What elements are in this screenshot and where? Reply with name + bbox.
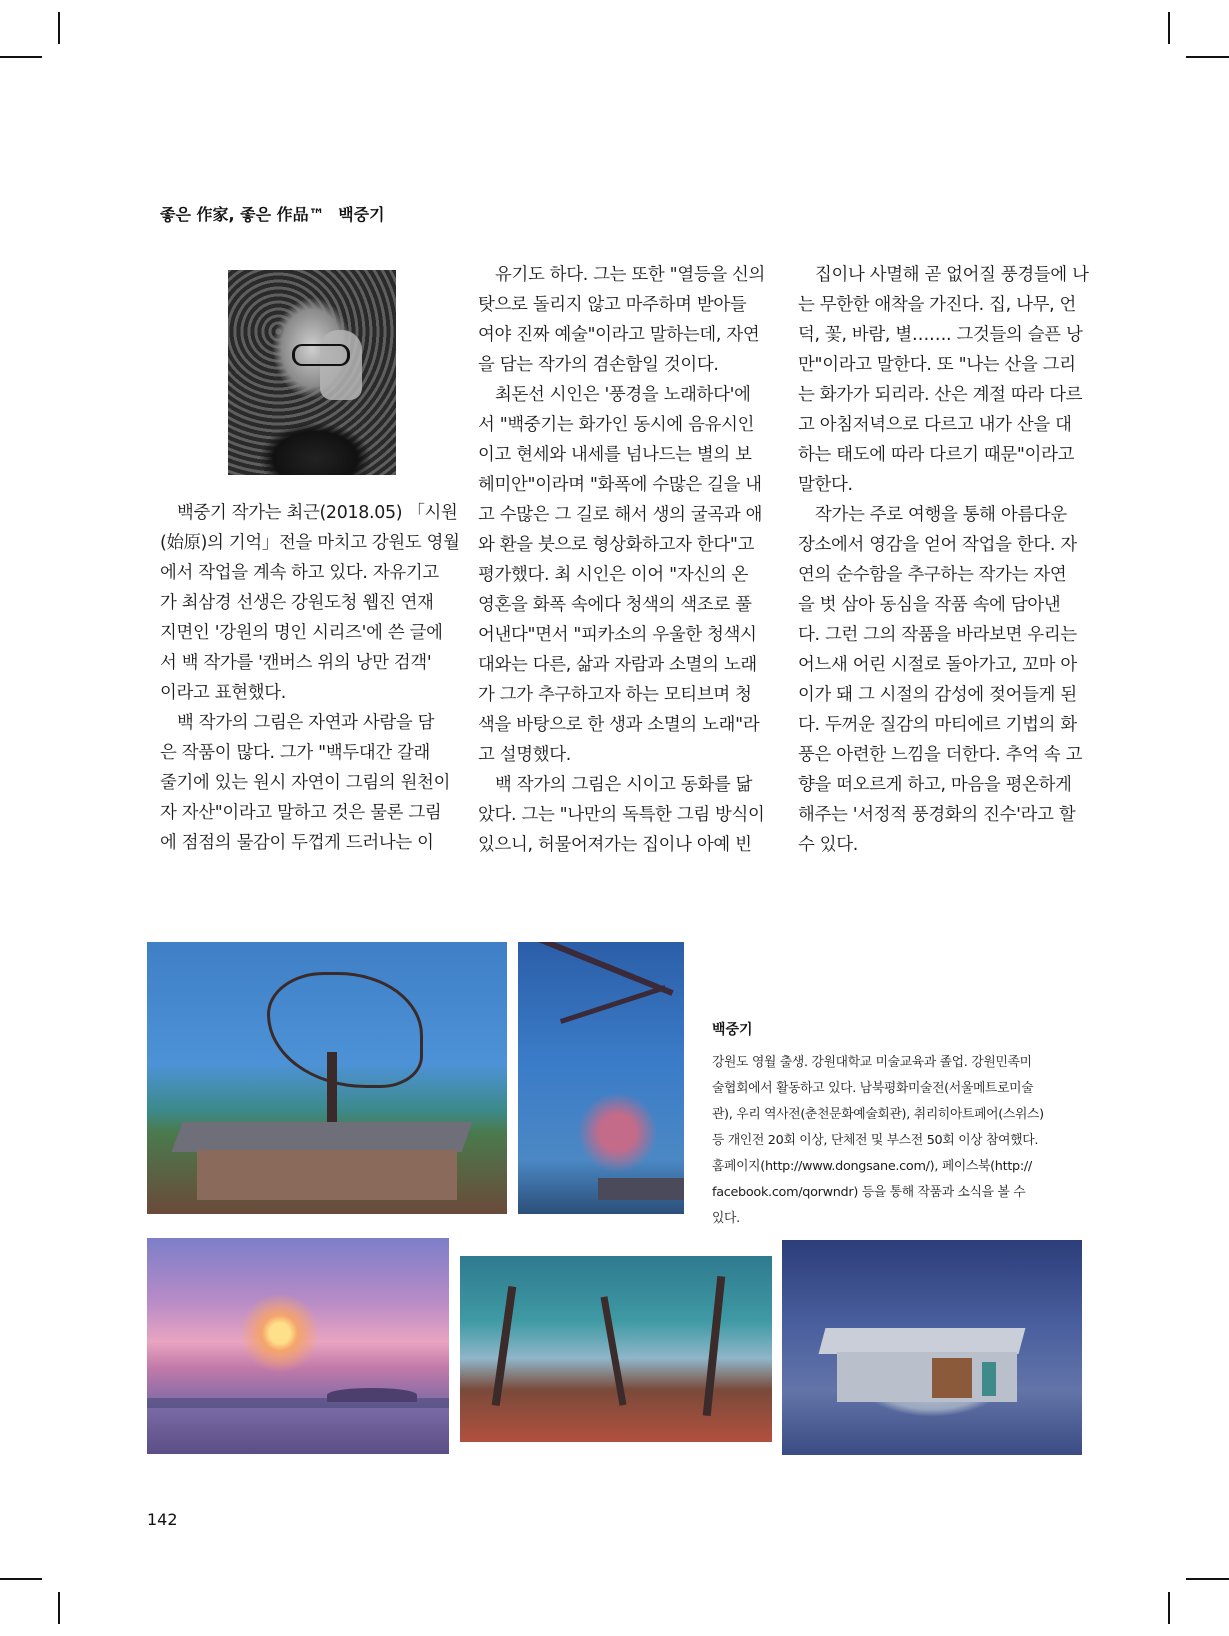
text-line: 이라고 표현했다. — [160, 683, 286, 703]
painting-blossom-branch — [518, 942, 684, 1214]
text-line: 향을 떠오르게 하고, 마음을 평온하게 — [798, 775, 1072, 795]
text-line: 장소에서 영감을 얻어 작업을 한다. 자 — [798, 535, 1077, 555]
text-line: 서 백 작가를 '캔버스 위의 낭만 검객' — [160, 653, 432, 673]
text-line: 자 자산"이라고 말하고 것은 물론 그림 — [160, 803, 442, 823]
text-line: 있으니, 허물어져가는 집이나 아예 빈 — [478, 835, 752, 855]
artist-portrait — [228, 270, 396, 475]
artist-name-header: 백중기 — [338, 205, 385, 224]
text-line: 탓으로 돌리지 않고 마주하며 받아들 — [478, 295, 747, 315]
crop-mark — [1168, 1592, 1170, 1624]
text-line: 말한다. — [798, 475, 853, 495]
text-line: 에서 작업을 계속 하고 있다. 자유기고 — [160, 563, 439, 583]
text-line: 았다. 그는 "나만의 독특한 그림 방식이 — [478, 805, 765, 825]
text-line: 평가했다. 최 시인은 이어 "자신의 온 — [478, 565, 749, 585]
text-line: 만"이라고 말한다. 또 "나는 산을 그리 — [798, 355, 1076, 375]
text-line: 줄기에 있는 원시 자연이 그림의 원천이 — [160, 773, 451, 793]
text-line: 영혼을 화폭 속에다 청색의 색조로 풀 — [478, 595, 752, 615]
crop-mark — [58, 12, 60, 44]
text-line: 유기도 하다. 그는 또한 "열등을 신의 — [495, 265, 766, 285]
paragraph — [160, 708, 452, 858]
text-line: 지면인 '강원의 명인 시리즈'에 쓴 글에 — [160, 623, 443, 643]
crop-mark — [1186, 56, 1229, 58]
crop-mark — [0, 1578, 42, 1580]
text-line: 고 아침저녁으로 다르고 내가 산을 대 — [798, 415, 1072, 435]
text-line: 어낸다"면서 "피카소의 우울한 청색시 — [478, 625, 757, 645]
text-line: 에 점점의 물감이 두껍게 드러나는 이 — [160, 833, 434, 853]
text-line: 을 담는 작가의 겸손함일 것이다. — [478, 355, 719, 375]
painting-sunset-sea — [147, 1238, 449, 1454]
text-line: 해주는 '서정적 풍경화의 진수'라고 할 — [798, 805, 1076, 825]
text-line: 고 수많은 그 길로 해서 생의 굴곡과 애 — [478, 505, 763, 525]
text-line: 다. 두꺼운 질감의 마티에르 기법의 화 — [798, 715, 1077, 735]
bio-line: 관), 우리 역사전(춘천문화예술회관), 취리히아트페어(스위스) — [712, 1107, 1044, 1122]
portrait-glasses — [292, 344, 350, 366]
paragraph — [798, 500, 1098, 860]
text-line: 이고 현세와 내세를 넘나드는 별의 보 — [478, 445, 752, 465]
text-line: 어느새 어린 시절로 돌아가고, 꼬마 아 — [798, 655, 1077, 675]
crop-mark — [0, 56, 42, 58]
crop-mark — [58, 1592, 60, 1624]
paragraph — [478, 260, 778, 380]
paragraph — [160, 498, 460, 708]
text-line: 가 최삼경 선생은 강원도청 웹진 연재 — [160, 593, 434, 613]
text-line: 연의 순수함을 추구하는 작가는 자연 — [798, 565, 1067, 585]
paragraph — [478, 770, 778, 860]
text-line: 백 작가의 그림은 자연과 사람을 담 — [177, 713, 435, 733]
text-line: 색을 바탕으로 한 생과 소멸의 노래"라 — [478, 715, 760, 735]
text-line: 헤미안"이라며 "화폭에 수많은 길을 내 — [478, 475, 762, 495]
bio-line: 등 개인전 20회 이상, 단체전 및 부스전 50회 이상 참여했다. — [712, 1133, 1039, 1148]
text-line: 여야 진짜 예술"이라고 말하는데, 자연 — [478, 325, 760, 345]
text-line: 을 벗 삼아 동심을 작품 속에 담아낸 — [798, 595, 1061, 615]
text-line: 이가 돼 그 시절의 감성에 젖어들게 된 — [798, 685, 1077, 705]
text-line: 는 화가가 되리라. 산은 계절 따라 다르 — [798, 385, 1083, 405]
crop-mark — [1168, 12, 1170, 44]
artist-bio — [712, 1050, 1082, 1232]
text-line: 하는 태도에 따라 다르기 때문"이라고 — [798, 445, 1075, 465]
section-title: 좋은 作家, 좋은 作品™ — [160, 205, 325, 224]
bio-line: 있다. — [712, 1211, 740, 1226]
painting-forest-path — [460, 1256, 772, 1442]
text-line: 최돈선 시인은 '풍경을 노래하다'에 — [495, 385, 751, 405]
text-line: 다. 그런 그의 작품을 바라보면 우리는 — [798, 625, 1077, 645]
text-line: 집이나 사멸해 곧 없어질 풍경들에 나 — [815, 265, 1089, 285]
paragraph — [798, 260, 1098, 500]
text-line: 백 작가의 그림은 시이고 동화를 닮 — [495, 775, 753, 795]
bio-line: 술협회에서 활동하고 있다. 남북평화미술전(서울메트로미술 — [712, 1081, 1034, 1096]
text-line: 풍은 아련한 느낌을 더한다. 추억 속 고 — [798, 745, 1083, 765]
text-line: 와 환을 붓으로 형상화하고자 한다"고 — [478, 535, 755, 555]
article-column-2 — [478, 260, 778, 860]
bio-line: 홈페이지(http://www.dongsane.com/), 페이스북(http:// — [712, 1159, 1032, 1174]
text-line: 작가는 주로 여행을 통해 아름다운 — [815, 505, 1067, 525]
text-line: (始原)의 기억」전을 마치고 강원도 영월 — [160, 533, 460, 553]
bio-title: 백중기 — [712, 1022, 753, 1038]
article-column-3 — [798, 260, 1098, 860]
text-line: 고 설명했다. — [478, 745, 571, 765]
crop-mark — [1186, 1578, 1229, 1580]
page-number: 142 — [147, 1510, 178, 1529]
text-line: 대와는 다른, 삶과 자람과 소멸의 노래 — [478, 655, 757, 675]
text-line: 가 그가 추구하고자 하는 모티브며 청 — [478, 685, 752, 705]
painting-tree-and-house — [147, 942, 507, 1214]
text-line: 서 "백중기는 화가인 동시에 음유시인 — [478, 415, 755, 435]
text-line: 는 무한한 애착을 가진다. 집, 나무, 언 — [798, 295, 1077, 315]
text-line: 덕, 꽃, 바람, 별……. 그것들의 슬픈 낭 — [798, 325, 1083, 345]
text-line: 백중기 작가는 최근(2018.05) 「시원 — [177, 503, 458, 523]
painting-snowy-house — [782, 1240, 1082, 1455]
text-line: 수 있다. — [798, 835, 858, 855]
bio-line: facebook.com/qorwndr) 등을 통해 작품과 소식을 볼 수 — [712, 1185, 1026, 1200]
article-column-1 — [160, 498, 460, 858]
paragraph — [478, 380, 778, 770]
text-line: 은 작품이 많다. 그가 "백두대간 갈래 — [160, 743, 431, 763]
section-header — [160, 202, 385, 225]
bio-line: 강원도 영월 출생. 강원대학교 미술교육과 졸업. 강원민족미 — [712, 1055, 1032, 1070]
